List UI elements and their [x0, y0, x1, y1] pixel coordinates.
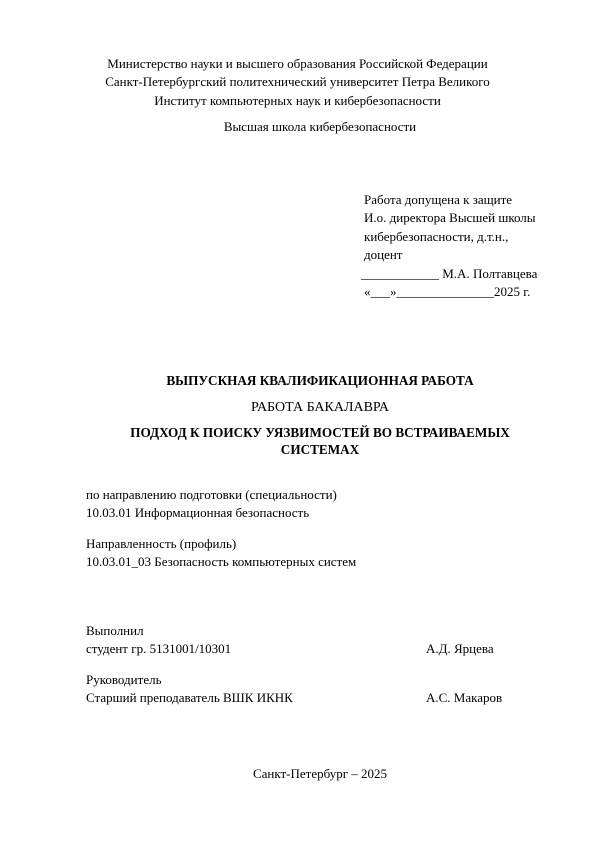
- city-year-footer: Санкт-Петербург – 2025: [252, 766, 388, 781]
- thesis-topic-line-2: СИСТЕМАХ: [280, 442, 360, 458]
- direction-block: [86, 486, 337, 523]
- supervisor-name: А.С. Макаров: [426, 690, 503, 706]
- header-ministry: Министерство науки и высшего образования Российской Федерации: [107, 56, 488, 71]
- approval-line-4: доцент: [364, 247, 403, 263]
- ministry-header: [0, 55, 595, 110]
- performer-role: студент гр. 5131001/10301: [86, 641, 232, 657]
- approval-line-1: Работа допущена к защите: [364, 192, 513, 207]
- header-institute: Институт компьютерных наук и кибербезопасности: [154, 92, 441, 108]
- header-university: Санкт-Петербургский политехнический университет Петра Великого: [105, 74, 490, 90]
- supervisor-block: [86, 671, 546, 708]
- profile-value: 10.03.01_03 Безопасность компьютерных систем: [86, 554, 357, 570]
- thesis-topic: [0, 424, 595, 460]
- direction-value: 10.03.01 Информационная безопасность: [86, 505, 310, 521]
- supervisor-role: Старший преподаватель ВШК ИКНК: [86, 690, 293, 706]
- school-name: Высшая школа кибербезопасности: [223, 119, 417, 134]
- profile-block: [86, 535, 356, 572]
- supervisor-row: [86, 689, 546, 707]
- direction-label: по направлению подготовки (специальности): [86, 487, 337, 502]
- work-kind-subtitle: РАБОТА БАКАЛАВРА: [250, 399, 390, 415]
- approval-line-2: И.о. директора Высшей школы: [364, 210, 536, 226]
- supervisor-label: Руководитель: [86, 672, 162, 687]
- title-block: [0, 372, 595, 459]
- performer-block: [86, 622, 546, 659]
- performer-name: А.Д. Ярцева: [426, 641, 494, 657]
- profile-label: Направленность (профиль): [86, 536, 237, 551]
- work-type-title: ВЫПУСКНАЯ КВАЛИФИКАЦИОННАЯ РАБОТА: [166, 373, 474, 388]
- approval-block: [361, 191, 579, 302]
- approval-line-3: кибербезопасности, д.т.н.,: [364, 228, 509, 244]
- approval-date: «___»_______________2025 г.: [364, 284, 531, 300]
- performer-row: [86, 640, 546, 658]
- performer-label: Выполнил: [86, 623, 144, 638]
- approval-signature: ____________ М.А. Полтавцева: [361, 265, 538, 281]
- thesis-topic-line-1: ПОДХОД К ПОИСКУ УЯЗВИМОСТЕЙ ВО ВСТРАИВАЕМЫХ: [130, 424, 510, 440]
